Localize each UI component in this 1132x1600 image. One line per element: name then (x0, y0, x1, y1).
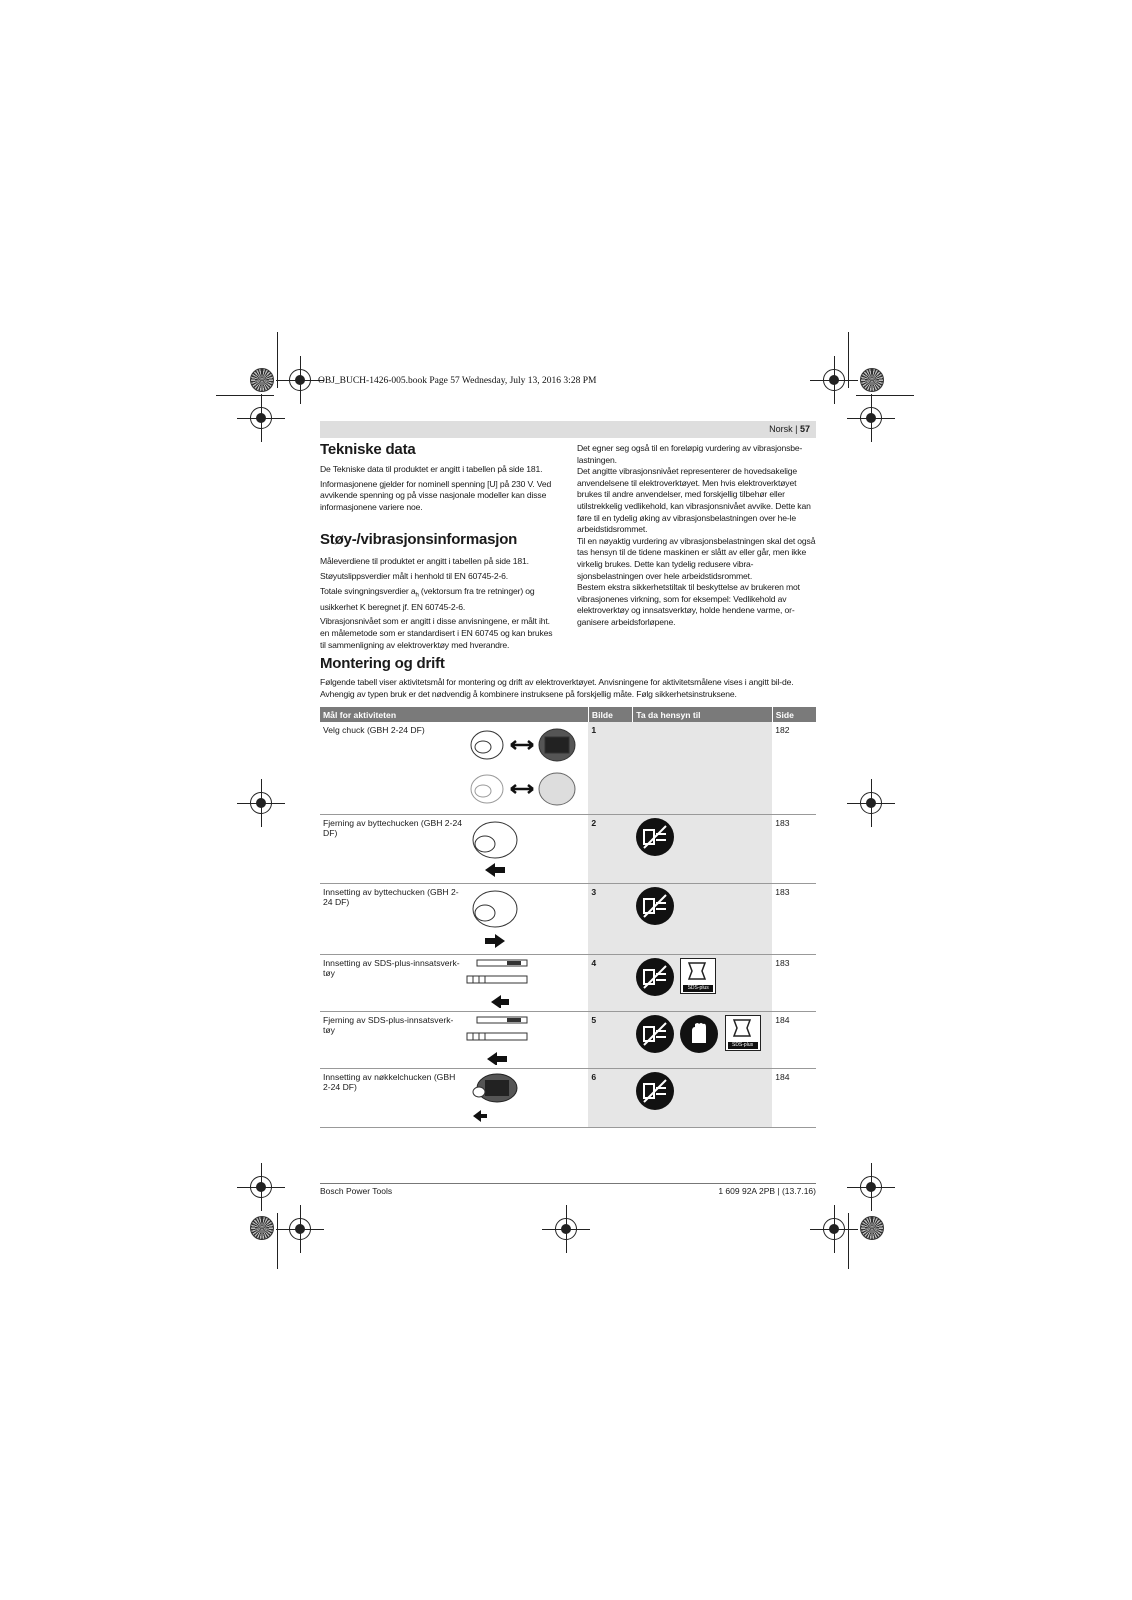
row-figure: 2 (588, 815, 632, 884)
row-activity: Velg chuck (GBH 2-24 DF) (323, 725, 425, 735)
paragraph: Vibrasjonsnivået som er angitt i disse anvisningene, er målt iht. en målemetode som er standardisert i EN 60745 og kan brukes til sammenligning av elektroverktøy med hverandre. (320, 616, 553, 650)
registration-mark (860, 407, 882, 429)
column-header: Mål for aktiviteten (320, 707, 588, 722)
bit-remove-illustration (465, 1015, 545, 1065)
row-figure: 6 (588, 1069, 632, 1128)
registration-mark (289, 1218, 311, 1240)
paragraph: Følgende tabell viser aktivitetsmål for montering og drift av elektroverktøyet. Anvisningene for aktivitetsmålene vises i angitt bil-de. Avhengig av typen bruk er det nødvendig å kombinere instruksene på forskjellig måte. Følg sikkerhetsinstruksene. (320, 677, 794, 699)
registration-mark (555, 1218, 577, 1240)
header-language: Norsk (769, 424, 793, 434)
table-row (320, 955, 816, 1012)
paragraph: Bestem ekstra sikkerhetstiltak til beskyttelse av brukeren mot vibrasjonenes virkning, som for eksempel: Vedlikehold av elektroverktøy og innsatsverktøy, holde hendene varme, or-ganisere arbeidsforløpene. (577, 582, 800, 627)
registration-mark (860, 1176, 882, 1198)
table-row (320, 815, 816, 884)
registration-disc (860, 1216, 884, 1240)
row-activity: Innsetting av byttechucken (GBH 2-24 DF) (323, 887, 459, 907)
row-page: 183 (772, 815, 816, 884)
column-header: Bilde (588, 707, 632, 722)
file-header: OBJ_BUCH-1426-005.book Page 57 Wednesday, July 13, 2016 3:28 PM (318, 376, 597, 386)
left-column (320, 441, 556, 654)
registration-disc (860, 368, 884, 392)
row-page: 183 (772, 955, 816, 1012)
registration-mark (250, 1176, 272, 1198)
row-figure: 3 (588, 884, 632, 955)
row-figure: 5 (588, 1012, 632, 1069)
registration-mark (250, 407, 272, 429)
paragraph: Totale svingningsverdier $a_h$ (vektorsum fra tre retninger) og usikkerhet K beregnet jf. EN 60745-2-6. (320, 585, 535, 612)
unplug-icon (636, 958, 674, 996)
table-row (320, 884, 816, 955)
paragraph: Støyutslippsverdier målt i henhold til EN 60745-2-6. (320, 570, 509, 581)
registration-mark (289, 369, 311, 391)
unplug-icon (636, 887, 674, 925)
paragraph: Måleverdiene til produktet er angitt i tabellen på side 181. (320, 556, 529, 567)
bit-insert-illustration (465, 958, 545, 1008)
row-page: 184 (772, 1069, 816, 1128)
row-figure: 1 (588, 722, 632, 815)
table-row (320, 1069, 816, 1128)
sds-plus-label: SDS-plus (683, 985, 713, 992)
registration-disc (250, 368, 274, 392)
paragraph: Det egner seg også til en foreløpig vurdering av vibrasjonsbe-lastningen. (577, 443, 803, 465)
running-header: Norsk | 57 (320, 421, 816, 438)
registration-disc (250, 1216, 274, 1240)
row-activity: Innsetting av SDS-plus-innsatsverk-tøy (323, 958, 460, 978)
table-row (320, 722, 816, 815)
montering-section (320, 655, 816, 700)
registration-mark (860, 792, 882, 814)
row-page: 182 (772, 722, 816, 815)
row-page: 184 (772, 1012, 816, 1069)
right-column (577, 443, 817, 629)
key-chuck-illustration (465, 1072, 545, 1124)
heading-stoy-vibrasjon: Støy-/vibrasjonsinformasjon (320, 531, 518, 549)
sds-plus-icon (680, 958, 716, 994)
footer-left: Bosch Power Tools (320, 1186, 393, 1196)
heading-montering-og-drift: Montering og drift (320, 655, 445, 672)
heading-tekniske-data: Tekniske data (320, 441, 416, 458)
row-activity: Fjerning av SDS-plus-innsatsverk-tøy (323, 1015, 454, 1035)
row-page: 183 (772, 884, 816, 955)
activity-table (320, 707, 816, 1128)
gloves-icon (680, 1015, 718, 1053)
chuck-remove-illustration (465, 818, 545, 880)
paragraph: Informasjonene gjelder for nominell spenning [U] på 230 V. Ved avvikende spenning og på visse nasjonale modeller kan disse informasjonene variere noe. (320, 478, 552, 512)
footer-right: 1 609 92A 2PB | (13.7.16) (718, 1186, 816, 1196)
column-header: Side (772, 707, 816, 722)
header-page-number: 57 (799, 424, 810, 434)
row-activity: Fjerning av byttechucken (GBH 2-24 DF) (323, 818, 462, 838)
unplug-icon (636, 1072, 674, 1110)
row-activity: Innsetting av nøkkelchucken (GBH 2-24 DF) (323, 1072, 456, 1092)
registration-mark (823, 369, 845, 391)
chuck-swap-illustration (465, 725, 583, 811)
paragraph: De Tekniske data til produktet er angitt i tabellen på side 181. (320, 464, 543, 474)
table-row (320, 1012, 816, 1069)
row-figure: 4 (588, 955, 632, 1012)
registration-mark (250, 792, 272, 814)
paragraph: Til en nøyaktig vurdering av vibrasjonsbelastningen skal det også tas hensyn til de tidene maskinen er slått av eller går, men ikke virkelig brukes. Dette kan tydelig redusere vibra-sjonsbelastningen over hele arbeidstidsrommet. (577, 535, 816, 581)
paragraph: Det angitte vibrasjonsnivået representerer de hovedsakelige anvendelsene til elektroverktøyet. Men hvis elektroverktøyet brukes til andre anvendelser, med forskjellig tilbehør eller utilstrekkelig vedlikehold, kan vibrasjonsnivået avvike. Dette kan føre til en tydelig øking av vibrasjonsbelastningen over he-le arbeidstidsrommet. (577, 466, 811, 535)
sds-plus-icon (725, 1015, 761, 1051)
chuck-insert-illustration (465, 887, 545, 951)
registration-mark (823, 1218, 845, 1240)
unplug-icon (636, 818, 674, 856)
sds-plus-label: SDS-plus (728, 1042, 758, 1049)
column-header: Ta da hensyn til (633, 707, 772, 722)
unplug-icon (636, 1015, 674, 1053)
